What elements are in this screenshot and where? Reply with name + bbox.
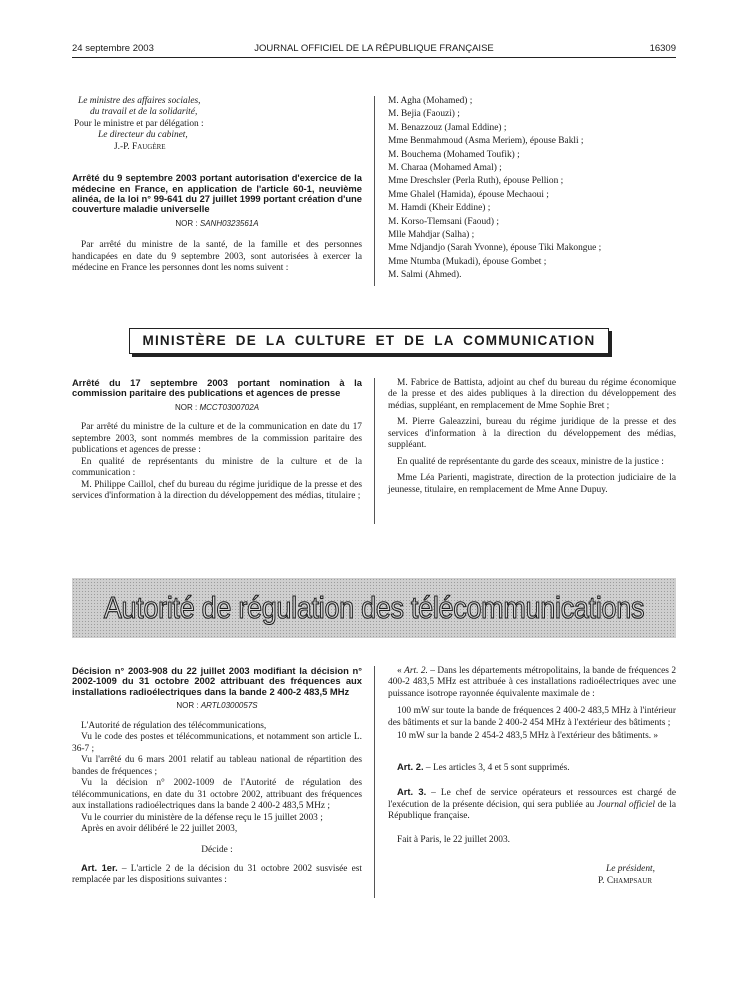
- nor-code: SANH0323561A: [199, 218, 259, 228]
- quoted-article-label: Art. 2.: [404, 666, 428, 676]
- authority-banner-title: Autorité de régulation des télécommunications: [103, 590, 645, 625]
- list-item: M. Charaa (Mohamed Amal) ;: [388, 162, 502, 173]
- arrete2-right-paragraph-2: M. Pierre Galeazzini, bureau du régime juridique de la presse et des services d'information à la direction du développement des médias, suppléant.: [388, 417, 676, 451]
- sig-line-3: Pour le ministre et par délégation :: [74, 118, 204, 129]
- column-divider-middle: [374, 378, 375, 524]
- article-3-text-a: – Le chef de service opérateurs et ressources est chargé de l'exécution de la présente décision, qui sera publiée au: [388, 788, 676, 810]
- quoted-article-text: – Dans les départements métropolitains, la bande de fréquences 2 400-2 483,5 MHz est attribuée à ces installations radioélectriques avec une puissance isotrope rayonnée équivalente maximale de :: [388, 666, 677, 699]
- decision-fait: Fait à Paris, le 22 juillet 2003.: [397, 834, 511, 845]
- list-item: M. Hamdi (Kheir Eddine) ;: [388, 203, 491, 214]
- decision-title: Décision n° 2003-908 du 22 juillet 2003 modifiant la décision n° 2002-1009 du 31 octobre 2002 attribuant des fréquences aux installations radioélectriques dans la bande 2 400-2 483,5 MHz: [72, 665, 362, 697]
- list-item: M. Bejia (Faouzi) ;: [388, 109, 460, 120]
- ministry-heading: MINISTÈRE DE LA CULTURE ET DE LA COMMUNICATION: [129, 328, 609, 354]
- decision-signature-title: Le président,: [606, 864, 655, 875]
- header-date: 24 septembre 2003: [72, 43, 154, 54]
- decision-signature-name: P. Champsaur: [598, 875, 653, 886]
- arrete2-paragraph-3: M. Philippe Caillol, chef du bureau du régime juridique de la presse et des services d'information à la direction du développement des médias, titulaire ;: [72, 479, 362, 502]
- arrete2-paragraph-2: En qualité de représentants du ministre de la culture et de la communication :: [72, 456, 362, 479]
- header-journal-title: JOURNAL OFFICIEL DE LA RÉPUBLIQUE FRANÇAISE: [254, 43, 494, 54]
- article-3-text-b: de la République française.: [388, 799, 676, 822]
- article-2-label: Art. 2.: [397, 760, 424, 772]
- list-item: Mme Ghalel (Hamida), épouse Mechaoui ;: [388, 189, 549, 200]
- decision-left-column: [72, 666, 362, 887]
- arrete2-paragraph-1: Par arrêté du ministre de la culture et de la communication en date du 17 septembre 2003, sont nommés membres de la commission paritaire des publications et agences de presse :: [72, 422, 362, 456]
- list-item: Mme Ndjandjo (Sarah Yvonne), épouse Tiki Makongue ;: [388, 243, 602, 254]
- sig-line-5: J.-P. Faugère: [114, 141, 166, 152]
- list-item: Mme Benmahmoud (Asma Meriem), épouse Bakli ;: [388, 136, 584, 147]
- list-item: Mlle Mahdjar (Salha) ;: [388, 229, 475, 240]
- decision-decide: Décide :: [201, 845, 233, 856]
- sig-line-4: Le directeur du cabinet,: [98, 130, 188, 141]
- decision-nor: [72, 701, 362, 711]
- decision-article-3: [388, 786, 676, 822]
- arrete2-title: Arrêté du 17 septembre 2003 portant nomination à la commission paritaire des publications et agences de presse: [72, 377, 362, 399]
- list-item: Mme Ntumba (Mukadi), épouse Gombet ;: [388, 256, 547, 267]
- list-item: M. Korso-Tlemsani (Faoud) ;: [388, 216, 499, 227]
- column-divider-bottom: [374, 666, 375, 898]
- decision-visa-4: Vu le courrier du ministère de la défense reçu le 15 juillet 2003 ;: [81, 812, 323, 823]
- sig-line-1: Le ministre des affaires sociales,: [78, 96, 201, 106]
- decision-article-1: [72, 862, 362, 887]
- header-page-number: 16309: [649, 43, 676, 54]
- arrete2-right-column: [388, 378, 676, 496]
- decision-quoted-indoor: 100 mW sur toute la bande de fréquences 2 400-2 483,5 MHz à l'intérieur des bâtiments et sur la bande 2 400-2 454 MHz à l'extérieur des bâtiments ;: [388, 706, 676, 728]
- top-left-column: [72, 96, 362, 275]
- decision-visa-1: Vu le code des postes et télécommunications, et notamment son article L. 36-7 ;: [72, 732, 362, 754]
- arrete2-right-paragraph-1: M. Fabrice de Battista, adjoint au chef du bureau du régime économique de la presse et des aides publiques à la direction du développement des médias, suppléant, en remplacement de Mme Sophie Bret ;: [388, 378, 676, 411]
- article-3-journal: Journal officiel: [597, 799, 655, 810]
- quote-open: «: [397, 666, 405, 676]
- authority-banner: [72, 578, 676, 638]
- decision-visa-3: Vu la décision n° 2002-1009 de l'Autorité de régulation des télécommunications, en date du 31 octobre 2002, attribuant des fréquences aux installations radioélectriques dans la bande 2 400-2 483,5 MHz ;: [72, 778, 362, 812]
- nor-label: NOR :: [174, 402, 198, 412]
- decision-visa-5: Après en avoir délibéré le 22 juillet 2003,: [81, 824, 238, 834]
- arrete2-right-paragraph-4: Mme Léa Parienti, magistrate, direction de la protection judiciaire de la jeunesse, titulaire, en remplacement de Mme Anne Dupuy.: [388, 473, 676, 495]
- arrete1-title: Arrêté du 9 septembre 2003 portant autorisation d'exercice de la médecine en France, en application de l'article 60-1, neuvième alinéa, de la loi n° 99-641 du 27 juillet 1999 portant création d'une couverture maladie universelle: [72, 172, 362, 215]
- nor-code: ARTL0300057S: [200, 701, 258, 711]
- names-list: [388, 96, 678, 283]
- arrete2-nor: [72, 403, 362, 413]
- signature-block-top: [74, 96, 362, 153]
- arrete2-left-column: [72, 378, 362, 503]
- list-item: M. Benazzouz (Jamal Eddine) ;: [388, 122, 507, 133]
- sig-line-2: du travail et de la solidarité,: [90, 107, 198, 118]
- list-item: M. Salmi (Ahmed).: [388, 270, 462, 281]
- nor-label: NOR :: [176, 701, 199, 711]
- decision-article-2: [388, 761, 676, 774]
- nor-label: NOR :: [175, 218, 198, 228]
- list-item: M. Agha (Mohamed) ;: [388, 96, 473, 106]
- nor-code: MCCT0300702A: [199, 402, 260, 412]
- column-divider-top: [374, 96, 375, 286]
- arrete1-body: Par arrêté du ministre de la santé, de la famille et des personnes handicapées en date du 9 septembre 2003, sont autorisées à exercer la médecine en France les personnes dont les noms suivent :: [72, 240, 362, 274]
- list-item: Mme Dreschsler (Perla Ruth), épouse Pellion ;: [388, 176, 564, 187]
- arrete1-nor: [72, 219, 362, 229]
- article-3-label: Art. 3.: [397, 786, 427, 798]
- decision-visa-2: Vu l'arrêté du 6 mars 2001 relatif au tableau national de répartition des bandes de fréquences ;: [72, 755, 362, 777]
- decision-visa-0: L'Autorité de régulation des télécommunications,: [81, 720, 267, 731]
- decision-right-column: [388, 666, 676, 887]
- decision-quoted-outdoor: 10 mW sur la bande 2 454-2 483,5 MHz à l'extérieur des bâtiments. »: [397, 731, 659, 742]
- article-1-text: – L'article 2 de la décision du 31 octobre 2002 susvisée est remplacée par les dispositions suivantes :: [72, 863, 362, 886]
- article-1-label: Art. 1er.: [81, 861, 118, 873]
- list-item: M. Bouchema (Mohamed Toufik) ;: [388, 149, 520, 160]
- article-2-text: – Les articles 3, 4 et 5 sont supprimés.: [423, 762, 570, 773]
- decision-quoted-article-2: [388, 666, 676, 700]
- arrete2-right-paragraph-3: En qualité de représentante du garde des sceaux, ministre de la justice :: [397, 456, 664, 467]
- header-rule: [72, 57, 676, 58]
